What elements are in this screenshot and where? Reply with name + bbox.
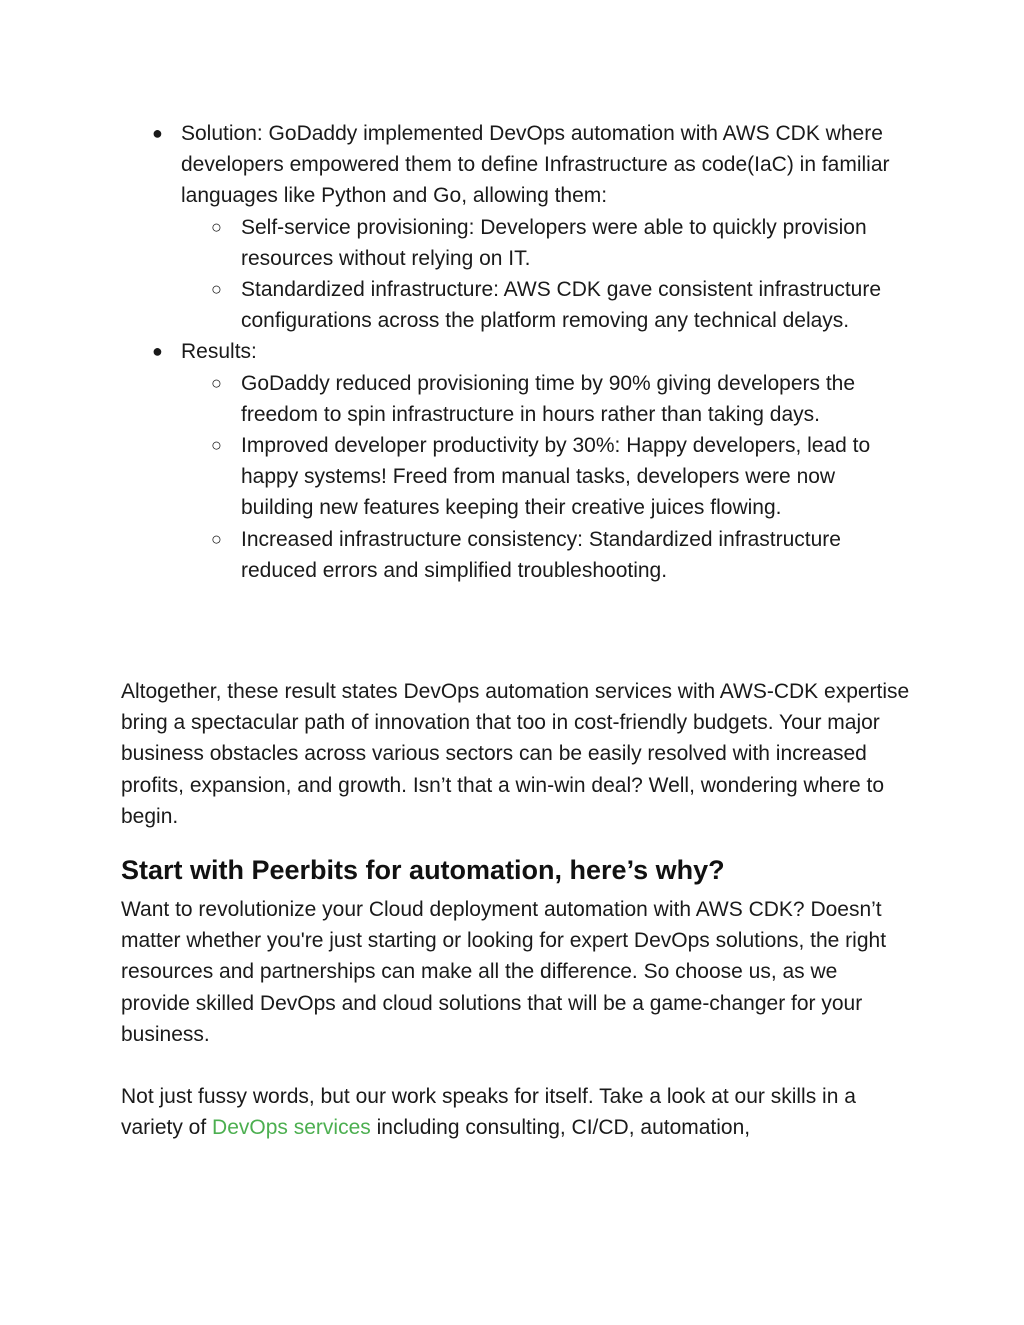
- revolutionize-paragraph: Want to revolutionize your Cloud deployment automation with AWS CDK? Doesn’t matter whether you're just starting or looking for expert DevOps solutions, the right resources and partnerships can make all the difference. So choose us, as we provide skilled DevOps and cloud solutions that will be a game-changer for your business.: [121, 898, 887, 1046]
- results-sublist: [181, 368, 911, 586]
- devops-services-link[interactable]: DevOps services: [212, 1116, 371, 1140]
- sub-bullet-icon: ○: [211, 216, 222, 237]
- fussy-text-after: including consulting, CI/CD, automation,: [370, 1116, 751, 1140]
- sub-list-item: [211, 430, 911, 524]
- sub-list-item: [211, 212, 911, 274]
- fussy-paragraph: [121, 1081, 911, 1143]
- sub-list-item: [211, 524, 911, 586]
- results-text: Results:: [181, 340, 257, 364]
- case-study-list: [121, 118, 911, 586]
- document-page: [121, 118, 911, 1143]
- sub-item-text: Increased infrastructure consistency: Standardized infrastructure reduced errors and simplified troubleshooting.: [241, 527, 841, 582]
- sub-bullet-icon: ○: [211, 435, 222, 456]
- sub-list-item: [211, 368, 911, 430]
- solution-text: Solution: GoDaddy implemented DevOps automation with AWS CDK where developers empowered them to define Infrastructure as code(IaC) in familiar languages like Python and Go, allowing them:: [181, 122, 890, 208]
- sub-item-text: GoDaddy reduced provisioning time by 90% giving developers the freedom to spin infrastructure in hours rather than taking days.: [241, 371, 856, 426]
- fussy-text-before: Not just fussy words, but our work speaks for itself. Take a look at our skills in a variety of: [121, 1085, 856, 1140]
- sub-item-text: Improved developer productivity by 30%: Happy developers, lead to happy systems! Freed from manual tasks, developers were now building new features keeping their creative juices flowing.: [241, 434, 871, 520]
- sub-item-text: Standardized infrastructure: AWS CDK gave consistent infrastructure configurations across the platform removing any technical delays.: [241, 278, 882, 333]
- altogether-paragraph: Altogether, these result states DevOps automation services with AWS-CDK expertise bring a spectacular path of innovation that too in cost-friendly budgets. Your major business obstacles across various sectors can be easily resolved with increased profits, expansion, and growth. Isn’t that a win-win deal? Well, wondering where to begin.: [121, 680, 910, 828]
- bullet-icon: ●: [152, 341, 163, 362]
- list-item-solution: [152, 118, 911, 336]
- sub-bullet-icon: ○: [211, 279, 222, 300]
- bullet-icon: ●: [152, 123, 163, 143]
- sub-item-text: Self-service provisioning: Developers were able to quickly provision resources without relying on IT.: [241, 215, 867, 270]
- sub-bullet-icon: ○: [211, 528, 222, 549]
- sub-bullet-icon: ○: [211, 372, 222, 393]
- list-item-results: [152, 336, 911, 586]
- solution-sublist: [181, 212, 911, 337]
- sub-list-item: [211, 274, 911, 336]
- section-heading: Start with Peerbits for automation, here’s why?: [121, 855, 725, 886]
